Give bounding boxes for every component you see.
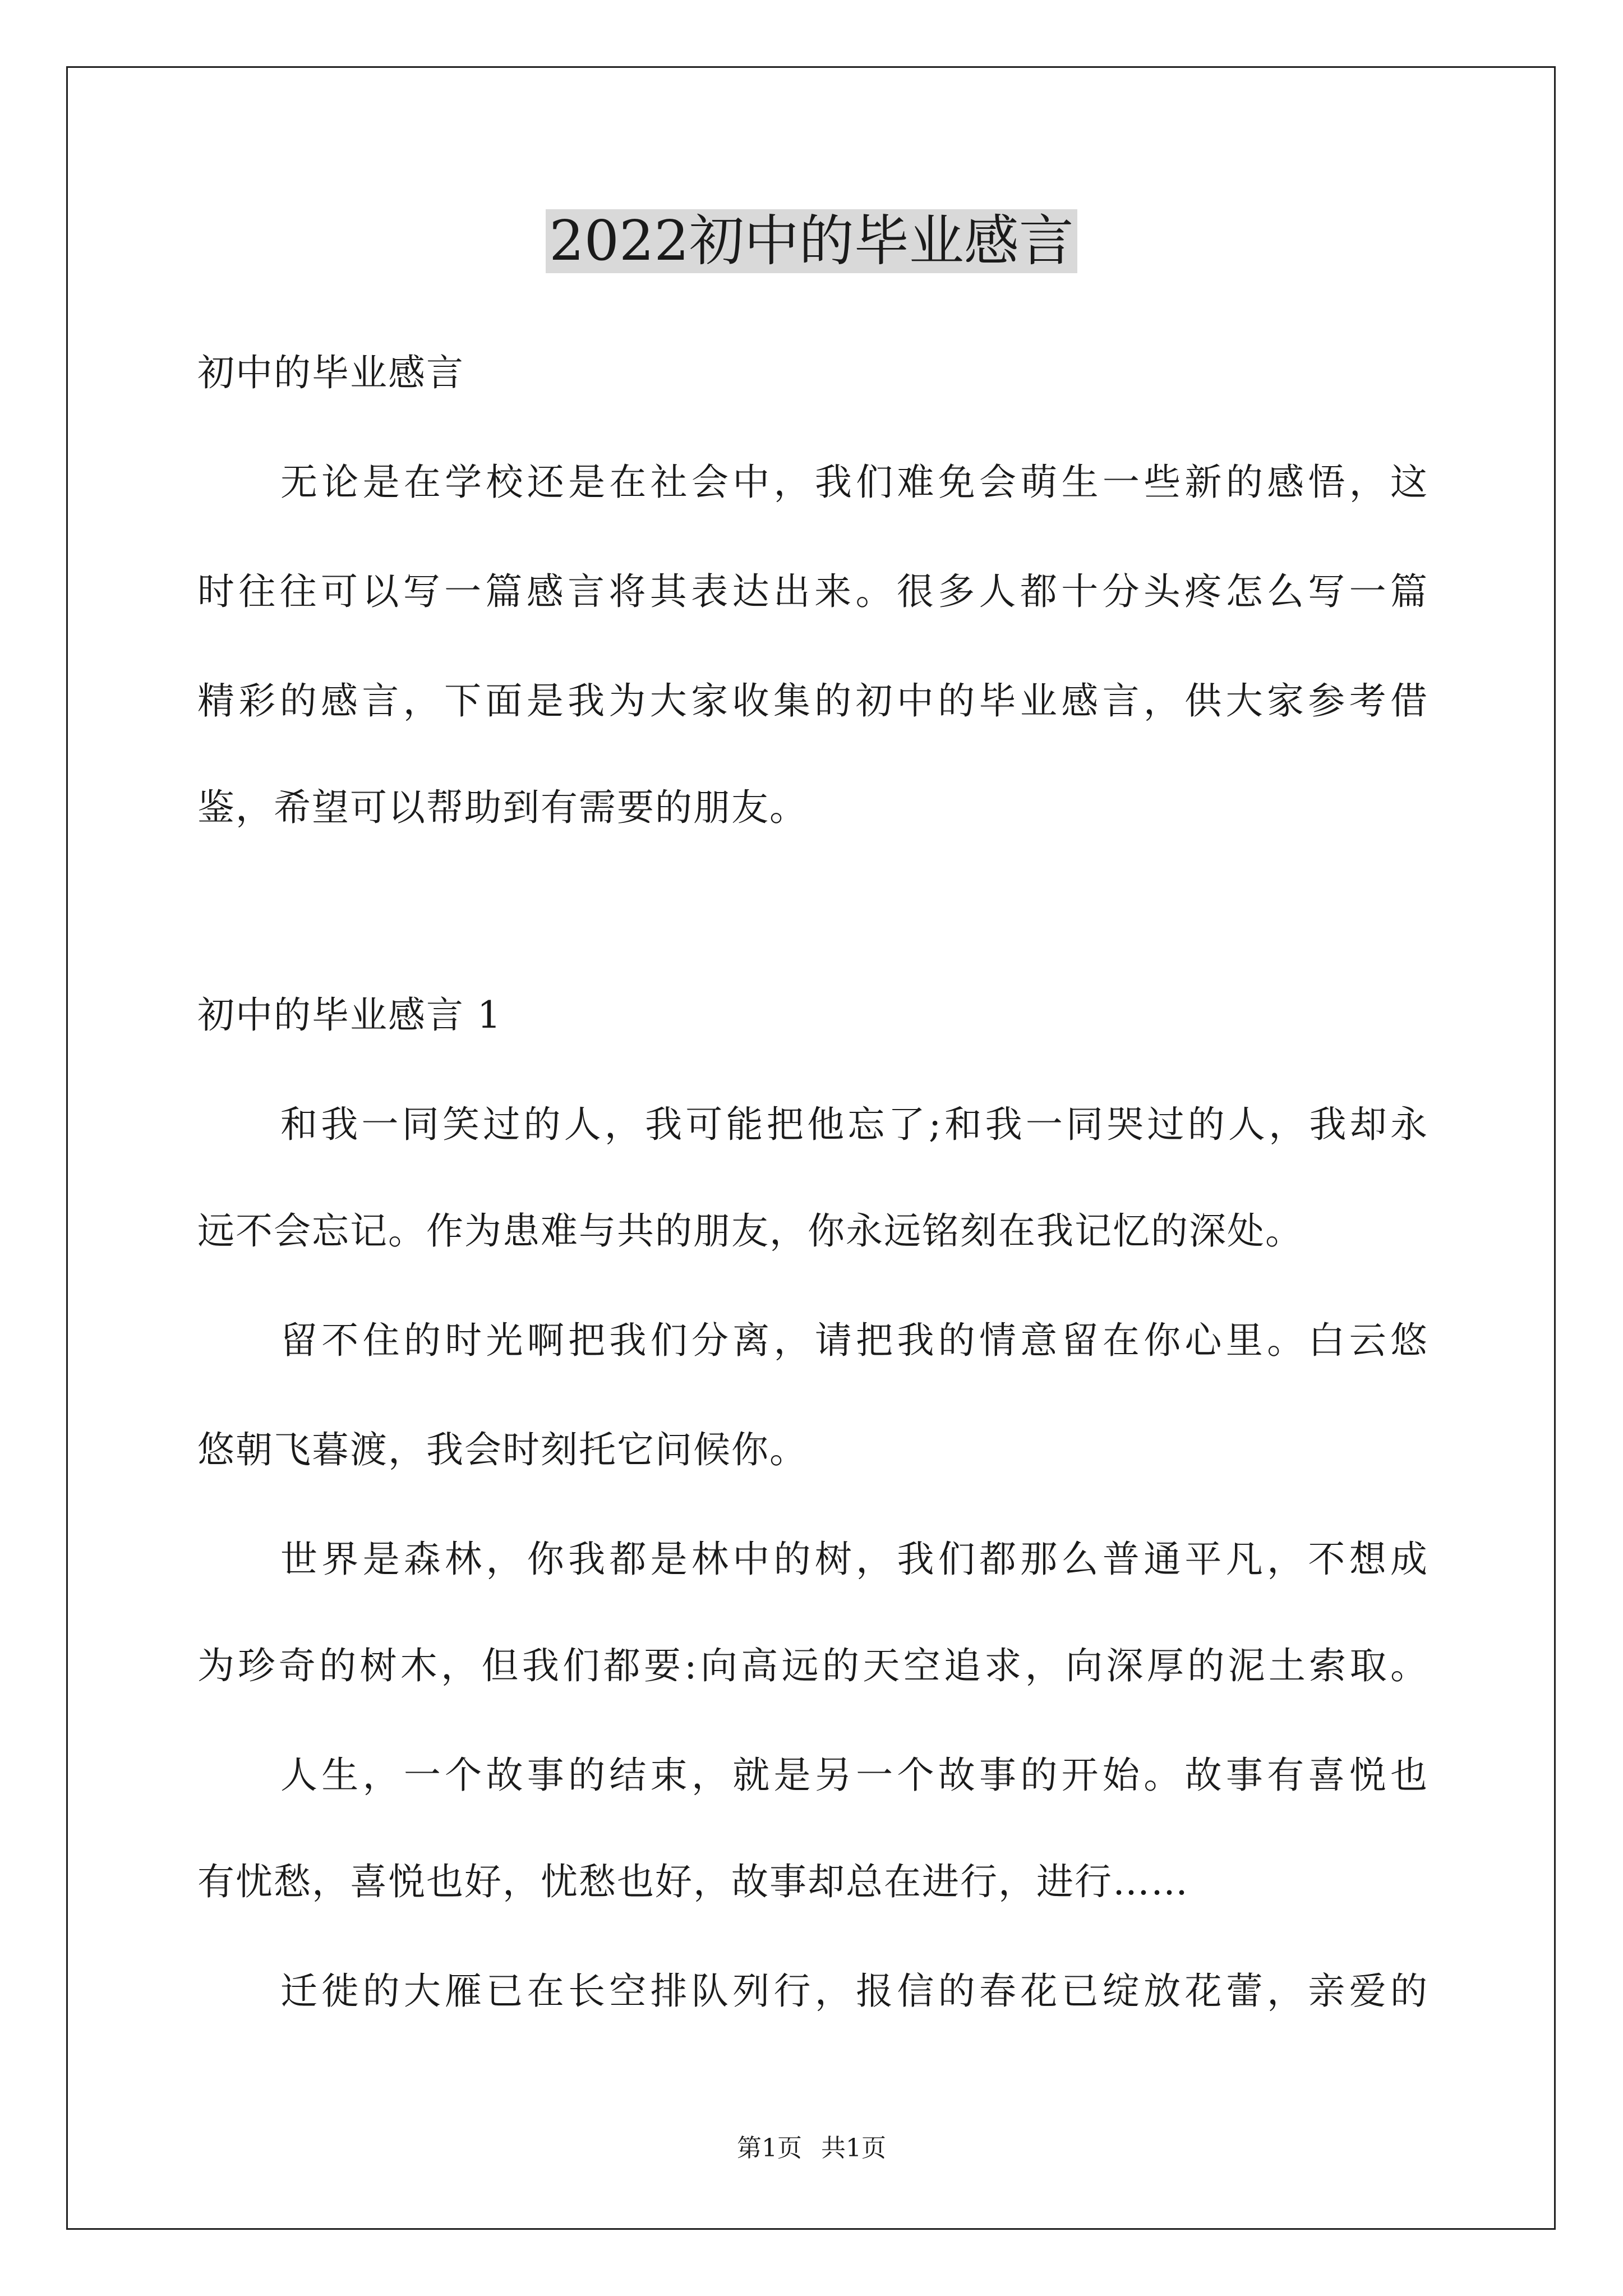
- paragraph-line: 有忧愁，喜悦也好，忧愁也好，故事却总在进行，进行……: [197, 1860, 1189, 1903]
- paragraph-line: 精彩的感言，下面是我为大家收集的初中的毕业感言，供大家参考借: [197, 679, 1428, 723]
- page-number: 第1页: [737, 2134, 802, 2162]
- paragraph-line: 和我一同笑过的人，我可能把他忘了;和我一同哭过的人，我却永: [280, 1103, 1428, 1146]
- paragraph-line: 鉴，希望可以帮助到有需要的朋友。: [197, 786, 808, 829]
- page-footer: [0, 2132, 1623, 2165]
- paragraph-line: 悠朝飞暮渡，我会时刻托它问候你。: [197, 1428, 808, 1471]
- paragraph-line: 时往往可以写一篇感言将其表达出来。很多人都十分头疼怎么写一篇: [197, 570, 1428, 613]
- paragraph-line: 留不住的时光啊把我们分离，请把我的情意留在你心里。白云悠: [280, 1319, 1428, 1362]
- section-heading: 初中的毕业感言: [197, 351, 464, 394]
- document-title-text: 2022初中的毕业感言: [546, 209, 1077, 273]
- paragraph-line: 世界是森林，你我都是林中的树，我们都那么普通平凡，不想成: [280, 1538, 1428, 1581]
- paragraph-line: 迁徙的大雁已在长空排队列行，报信的春花已绽放花蕾，亲爱的: [280, 1970, 1428, 2013]
- paragraph-line: 人生，一个故事的结束，就是另一个故事的开始。故事有喜悦也: [280, 1754, 1428, 1797]
- document-title: [0, 205, 1623, 278]
- page-total: 共1页: [821, 2134, 886, 2162]
- paragraph-line: 为珍奇的树木，但我们都要:向高远的天空追求，向深厚的泥土索取。: [197, 1644, 1428, 1687]
- section-heading: 初中的毕业感言 1: [197, 993, 502, 1037]
- paragraph-line: 远不会忘记。作为患难与共的朋友，你永远铭刻在我记忆的深处。: [197, 1209, 1303, 1253]
- paragraph-line: 无论是在学校还是在社会中，我们难免会萌生一些新的感悟，这: [280, 461, 1428, 504]
